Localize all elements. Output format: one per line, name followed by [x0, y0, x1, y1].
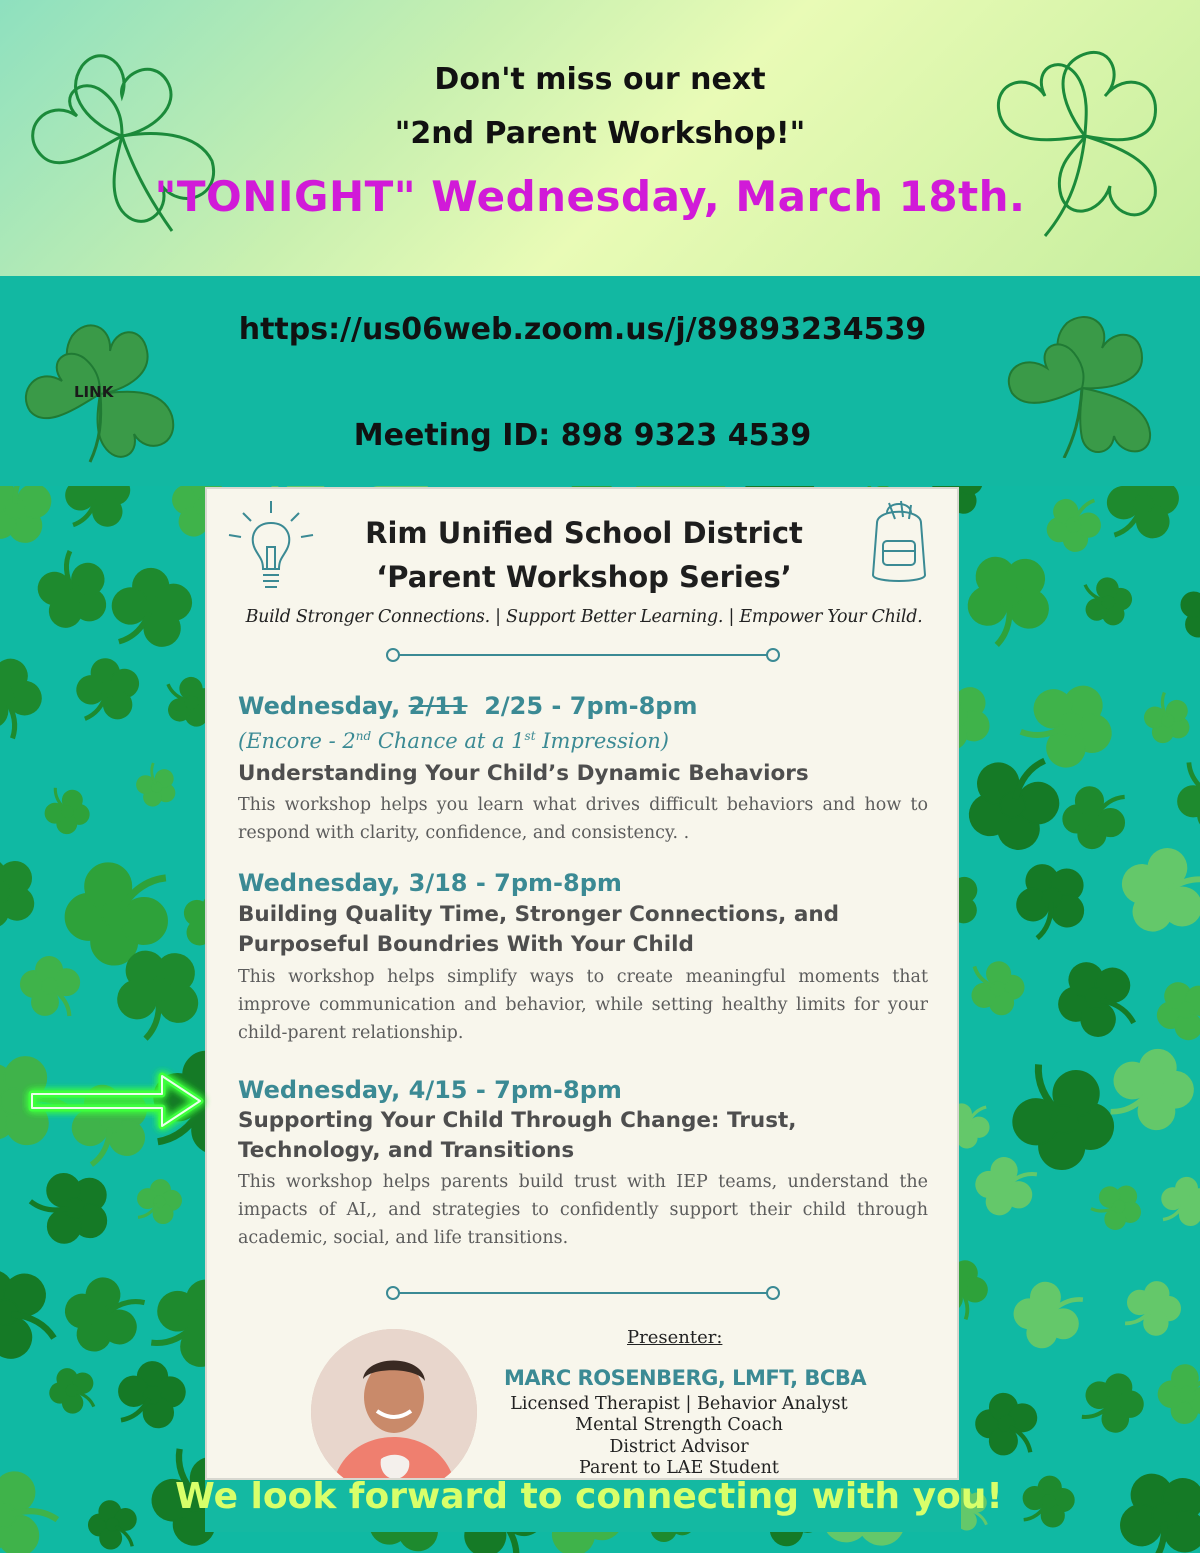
workshop-2-title: Building Quality Time, Stronger Connections, and Purposeful Boundries With Your Child — [238, 902, 840, 957]
shamrock-icon — [1070, 1365, 1151, 1444]
zoom-link[interactable]: https://us06web.zoom.us/j/89893234539 — [238, 312, 927, 347]
shamrock-icon — [1011, 676, 1117, 778]
shamrock-icon — [0, 855, 35, 930]
workshop-3-date: Wednesday, 4/15 - 7pm-8pm — [238, 1076, 622, 1104]
workshop-2-description: This workshop helps simplify ways to create meaningful moments that improve communication and behavior, while setting healthy limits for your child-parent relationship. — [238, 967, 928, 1043]
shamrock-icon — [12, 948, 94, 1031]
shamrock-icon — [35, 778, 96, 840]
flyer-title — [207, 511, 959, 599]
encore-text: (Encore - 2 — [238, 729, 356, 753]
shamrock-icon — [30, 1173, 107, 1244]
shamrock-icon — [1051, 953, 1150, 1049]
workshop-1-date — [238, 692, 697, 720]
presenter-role: District Advisor — [609, 1437, 749, 1457]
shamrock-icon — [0, 486, 56, 545]
footer-message: We look forward to connecting with you! — [175, 1476, 1003, 1517]
header-date-line: "TONIGHT" Wednesday, March 18th. — [154, 172, 1026, 221]
shamrock-icon — [1039, 486, 1111, 558]
arrow-right-icon — [22, 1066, 212, 1136]
workshop-1-description: This workshop helps you learn what drives difficult behaviors and how to respond with clarity, confidence, and consistency. . — [238, 795, 928, 843]
shamrock-icon — [1152, 975, 1200, 1048]
shamrock-icon — [1073, 569, 1137, 631]
shamrock-icon — [1054, 771, 1140, 857]
shamrock-icon — [967, 1384, 1053, 1469]
encore-text: Chance at a 1 — [371, 729, 525, 753]
workshop-1-encore — [238, 729, 669, 753]
header-line-2: "2nd Parent Workshop!" — [394, 116, 806, 151]
presenter-name: MARC ROSENBERG, LMFT, BCBA — [504, 1366, 867, 1390]
shamrock-icon — [53, 486, 139, 544]
presenter-photo — [311, 1329, 477, 1480]
header-line-1: Don't miss our next — [434, 62, 766, 97]
shamrock-icon — [1087, 1181, 1144, 1235]
flyer-title-line-2: ‘Parent Workshop Series’ — [376, 560, 792, 594]
workshop-3-description: This workshop helps parents build trust with IEP teams, understand the impacts of AI,, and strategies to confidently support their child through academic, social, and life transitions. — [238, 1172, 928, 1248]
date-prefix: Wednesday, — [238, 692, 409, 720]
flyer-tagline: Build Stronger Connections. | Support Better Learning. | Empower Your Child. — [245, 607, 923, 627]
shamrock-icon — [1139, 688, 1195, 747]
flyer-title-line-1: Rim Unified School District — [365, 516, 803, 550]
workshop-3-title: Supporting Your Child Through Change: Trust, Technology, and Transitions — [238, 1108, 797, 1163]
shamrock-icon — [126, 1173, 188, 1235]
shamrock-icon — [1113, 1274, 1188, 1348]
shamrock-icon — [131, 758, 180, 809]
encore-sup: st — [524, 729, 536, 743]
shamrock-icon — [0, 653, 52, 748]
shamrock-icon — [31, 544, 114, 632]
shamrock-icon — [1006, 1268, 1097, 1357]
shamrock-icon — [1093, 486, 1189, 557]
shamrock-icon — [1115, 836, 1200, 942]
shamrock-icon — [65, 652, 147, 737]
workshop-flyer — [205, 487, 959, 1480]
date-rest: 2/25 - 7pm-8pm — [467, 692, 698, 720]
presenter-role: Licensed Therapist | Behavior Analyst — [510, 1394, 848, 1414]
shamrock-icon — [1150, 1170, 1200, 1238]
shamrock-icon — [45, 1362, 106, 1421]
shamrock-icon — [966, 556, 1052, 649]
shamrock-icon — [1150, 1351, 1200, 1432]
presenter-role: Parent to LAE Student — [579, 1458, 779, 1478]
shamrock-icon — [1180, 578, 1200, 638]
shamrock-icon — [95, 558, 203, 668]
shamrock-icon — [115, 949, 202, 1043]
link-label[interactable]: LINK — [74, 383, 114, 401]
shamrock-icon — [957, 950, 1031, 1022]
divider — [385, 647, 781, 663]
shamrock-icon — [57, 1265, 156, 1362]
meeting-id: Meeting ID: 898 9323 4539 — [353, 418, 812, 453]
workshop-2-date: Wednesday, 3/18 - 7pm-8pm — [238, 869, 622, 897]
presenter-heading: Presenter: — [627, 1327, 723, 1348]
encore-sup: nd — [355, 729, 372, 743]
date-struck: 2/11 — [408, 692, 468, 720]
shamrock-icon — [1011, 861, 1090, 945]
shamrock-icon — [969, 1146, 1048, 1223]
workshop-1-title: Understanding Your Child’s Dynamic Behaviors — [238, 761, 809, 786]
shamrock-icon — [1161, 745, 1200, 840]
shamrock-icon — [0, 1259, 70, 1370]
presenter-role: Mental Strength Coach — [575, 1415, 783, 1435]
encore-text: Impression) — [535, 729, 669, 753]
divider — [385, 1285, 781, 1301]
shamrock-icon — [103, 1352, 195, 1445]
